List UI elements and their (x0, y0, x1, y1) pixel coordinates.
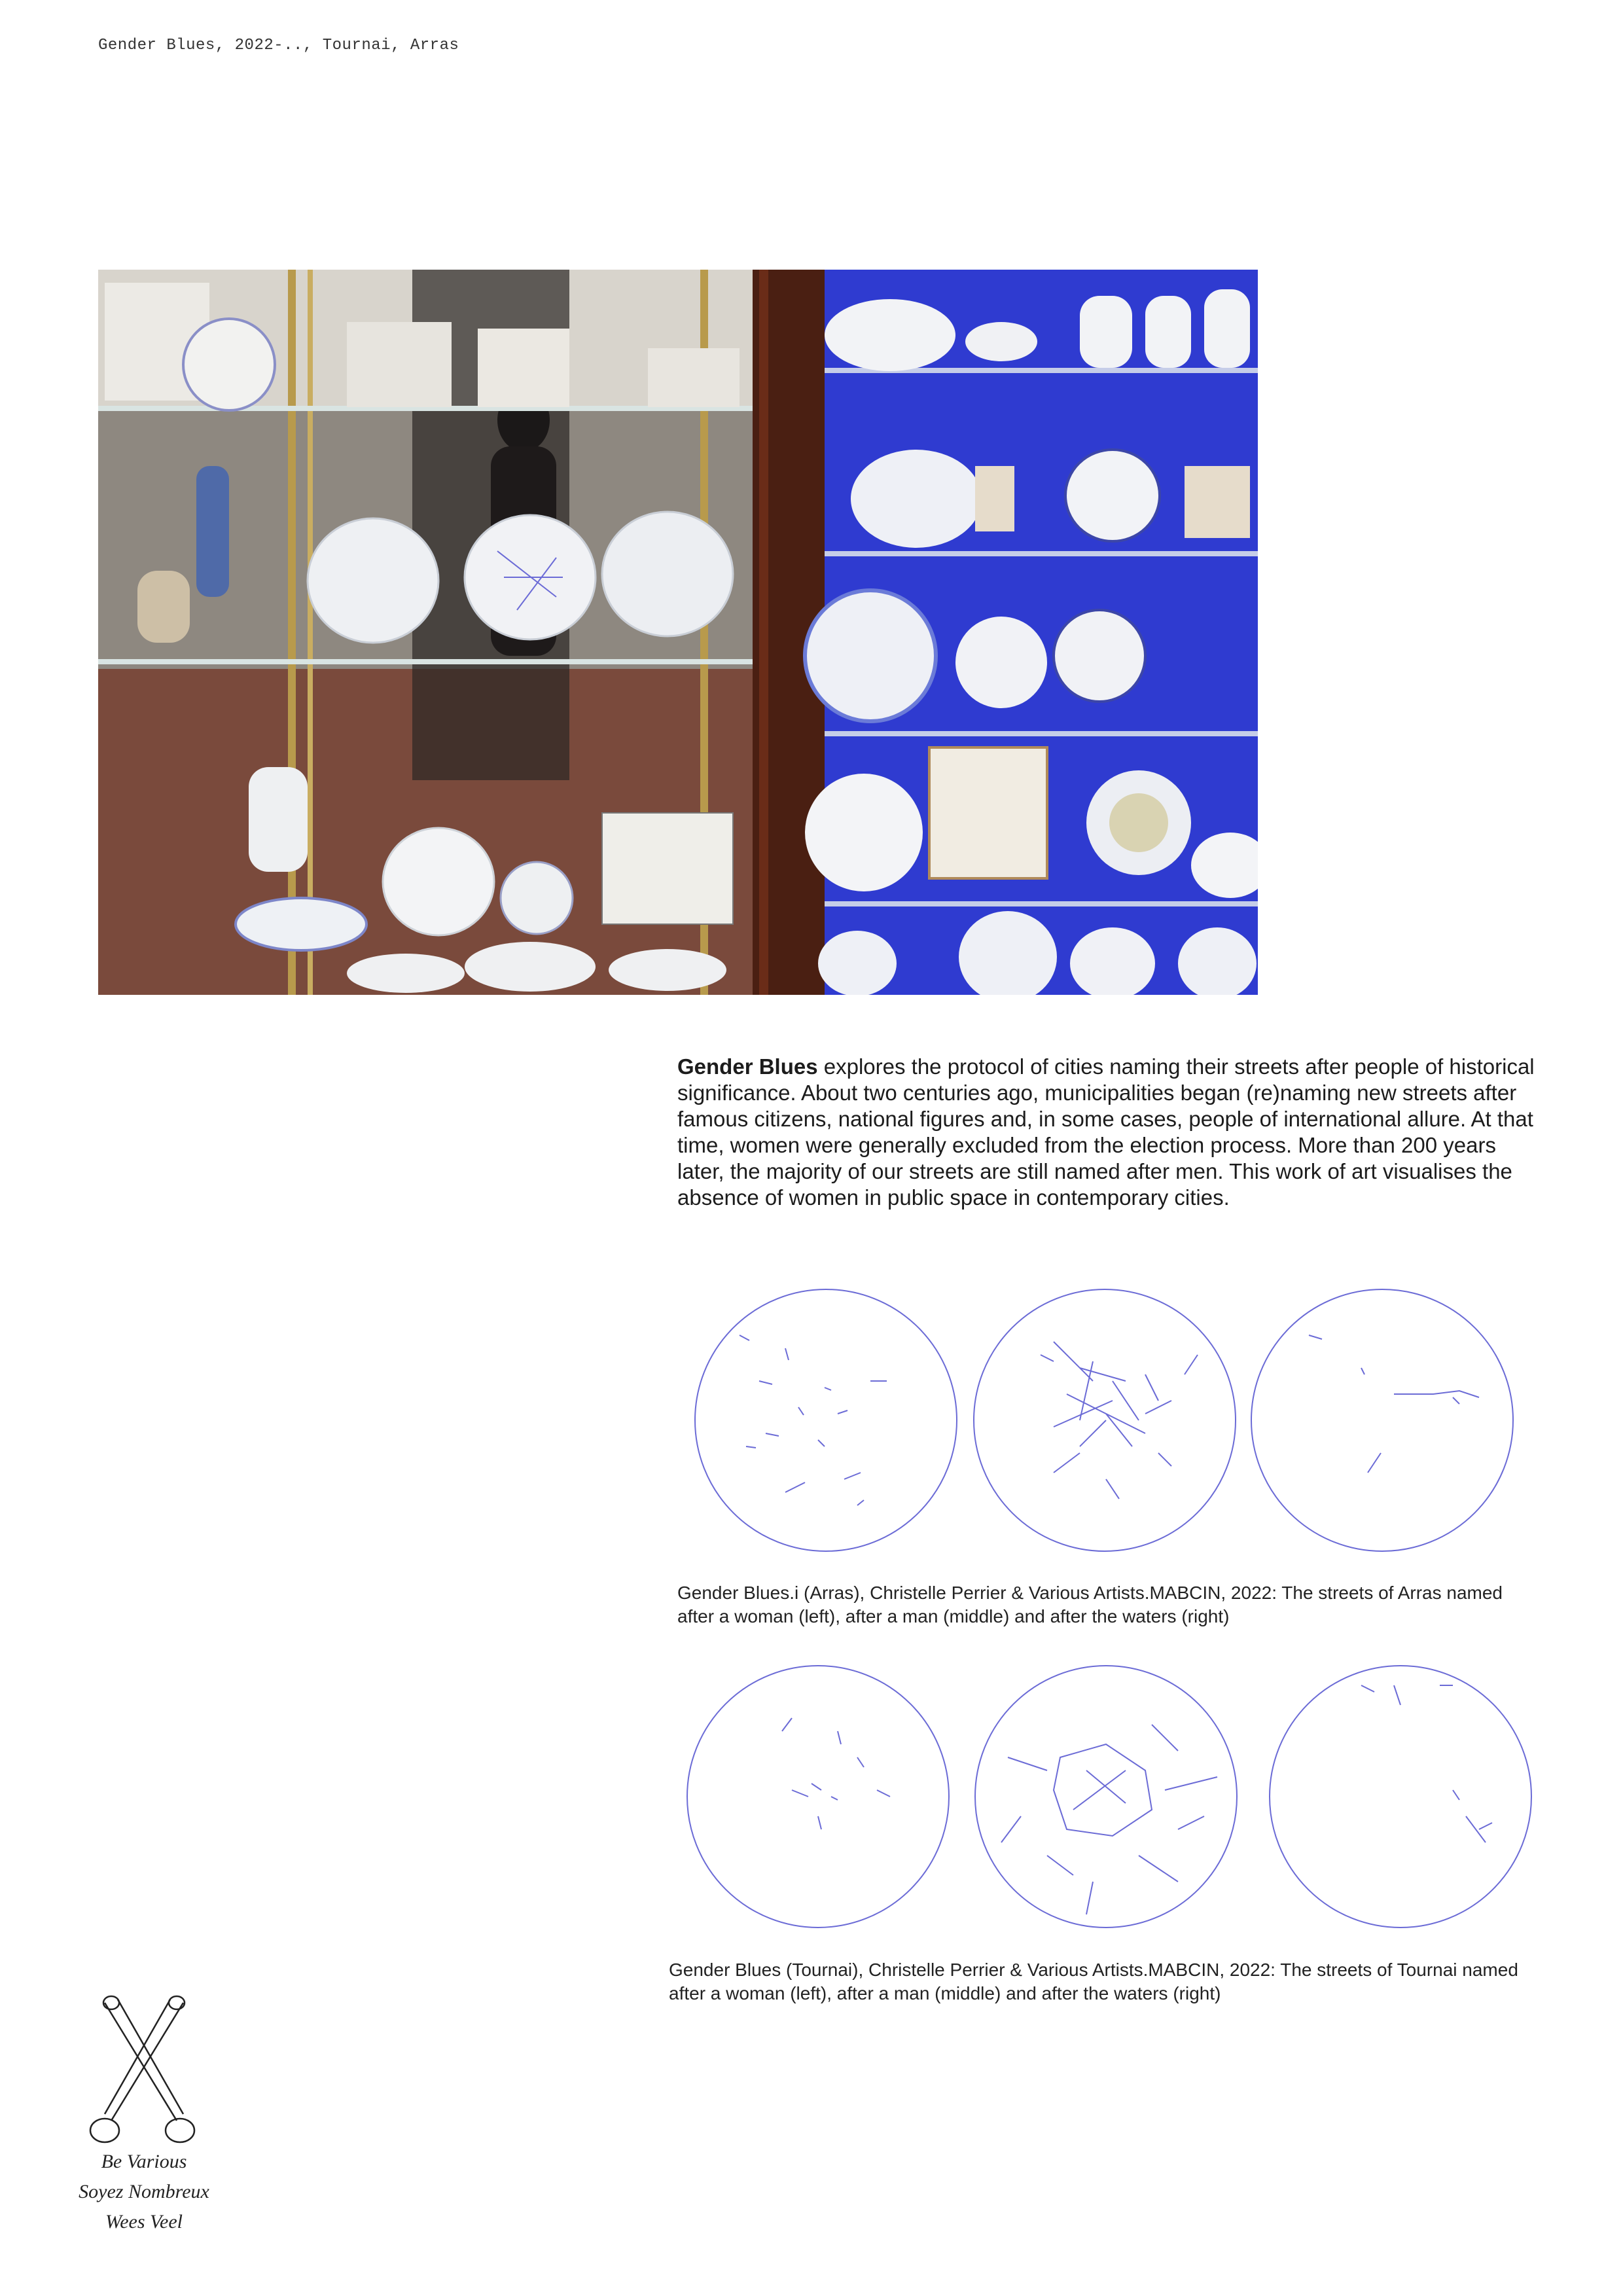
tournai-plate-men (975, 1666, 1237, 1928)
tournai-plate-women (687, 1666, 949, 1928)
motto-line-2: Soyez Nombreux (79, 2181, 209, 2202)
motto (65, 2147, 223, 2237)
intro-body: explores the protocol of cities naming their streets after people of historical significance. About two centuries ago, municipalities began (re)naming new streets after famous citizens, national figures and, in some cases, people of international allure. At that time, women were generally excluded from the election process. More than 200 years later, the majority of our streets are still named after men. This work of art visualises the absence of women in public space in contemporary cities. (677, 1054, 1535, 1210)
page-header: Gender Blues, 2022-.., Tournai, Arras (98, 37, 459, 54)
intro-title: Gender Blues (677, 1054, 818, 1079)
intro-paragraph (677, 1054, 1535, 1211)
crossed-scissors-icon (65, 1990, 223, 2147)
arras-plate-women (695, 1289, 957, 1551)
arras-plate-waters (1251, 1289, 1513, 1551)
motto-line-3: Wees Veel (105, 2211, 183, 2233)
motto-line-1: Be Various (101, 2151, 187, 2172)
exhibition-photo (98, 270, 1258, 995)
tournai-caption: Gender Blues (Tournai), Christelle Perrier & Various Artists.MABCIN, 2022: The streets of Tournai named after a woman (left), after a man (middle) and after the waters (right) (669, 1960, 1518, 2003)
tournai-plates (681, 1659, 1544, 1934)
arras-caption: Gender Blues.i (Arras), Christelle Perrier & Various Artists.MABCIN, 2022: The streets of Arras named after a woman (left), after a man (middle) and after the waters (right) (677, 1583, 1503, 1626)
arras-plates (687, 1283, 1538, 1558)
arras-plate-men (974, 1289, 1236, 1551)
